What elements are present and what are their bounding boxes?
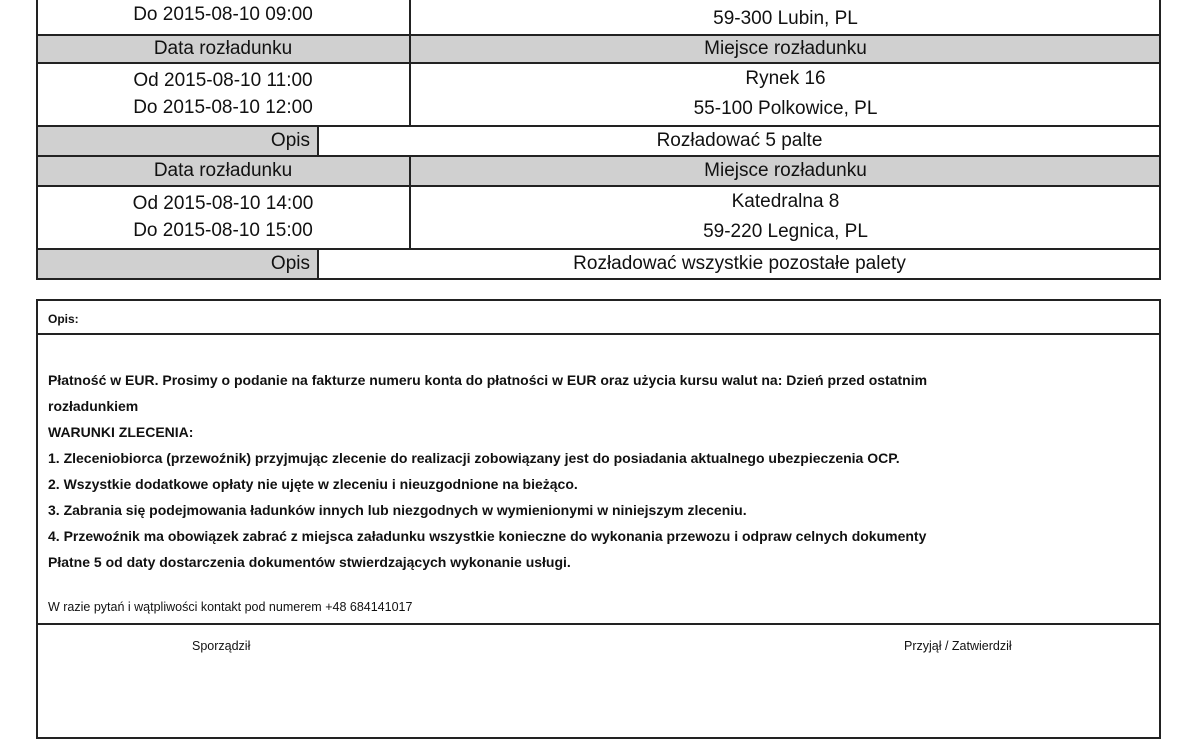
unloading-address	[410, 187, 1161, 247]
street: Katedralna 8	[731, 191, 840, 212]
previous-stop-date: Do 2015-08-10 09:00	[133, 4, 313, 25]
signature-divider	[38, 623, 1159, 625]
description-value: Rozładować 5 palte	[656, 130, 823, 151]
date-to: Do 2015-08-10 15:00	[133, 219, 313, 241]
notes-divider	[38, 333, 1159, 335]
unloading-stops-table	[36, 0, 1161, 280]
payment-line: Płatność w EUR. Prosimy o podanie na fakturze numeru konta do płatności w EUR oraz użycia kursu walut na: Dzień przed ostatnim	[48, 372, 928, 388]
description-label: Opis	[270, 130, 310, 151]
order-notes-box	[36, 299, 1161, 739]
condition-item: 1. Zleceniobiorca (przewoźnik) przyjmując zlecenie do realizacji zobowiązany jest do posiadania aktualnego ubezpieczenia OCP.	[48, 450, 900, 466]
payment-line: rozładunkiem	[48, 398, 139, 414]
description-value: Rozładować wszystkie pozostałe palety	[573, 253, 906, 274]
condition-item: 4. Przewoźnik ma obowiązek zabrać z miejsca załadunku wszystkie konieczne do wykonania przewozu i odpraw celnych dokumenty	[48, 528, 927, 544]
unloading-place-header: Miejsce rozładunku	[704, 38, 867, 59]
order-conditions	[48, 367, 1108, 575]
unloading-address	[410, 64, 1161, 124]
unloading-date-range	[36, 190, 410, 244]
condition-item: 2. Wszystkie dodatkowe opłaty nie ujęte w zleceniu i nieuzgodnione na bieżąco.	[48, 476, 578, 492]
street: Rynek 16	[745, 68, 826, 89]
date-from: Od 2015-08-10 11:00	[133, 69, 313, 91]
city: 55-100 Polkowice, PL	[693, 98, 878, 119]
unloading-date-header: Data rozładunku	[153, 38, 293, 59]
city: 59-220 Legnica, PL	[703, 221, 868, 242]
accepted-by-label: Przyjął / Zatwierdził	[904, 639, 1012, 653]
unloading-date-header: Data rozładunku	[153, 160, 293, 181]
unloading-place-header: Miejsce rozładunku	[704, 160, 867, 181]
unloading-date-range	[36, 67, 410, 121]
condition-item: 3. Zabrania się podejmowania ładunków innych lub niezgodnych w wymienionymi w niniejszym zleceniu.	[48, 502, 747, 518]
prepared-by-label: Sporządził	[192, 639, 251, 653]
contact-info: W razie pytań i wątpliwości kontakt pod numerem +48 684141017	[48, 600, 413, 614]
description-label: Opis	[270, 253, 310, 274]
conditions-heading: WARUNKI ZLECENIA:	[48, 424, 194, 440]
date-from: Od 2015-08-10 14:00	[132, 192, 314, 214]
previous-stop-city: 59-300 Lubin, PL	[713, 8, 858, 29]
notes-label: Opis:	[48, 312, 79, 326]
payment-terms: Płatne 5 od daty dostarczenia dokumentów stwierdzających wykonanie usługi.	[48, 554, 571, 570]
date-to: Do 2015-08-10 12:00	[133, 96, 313, 118]
